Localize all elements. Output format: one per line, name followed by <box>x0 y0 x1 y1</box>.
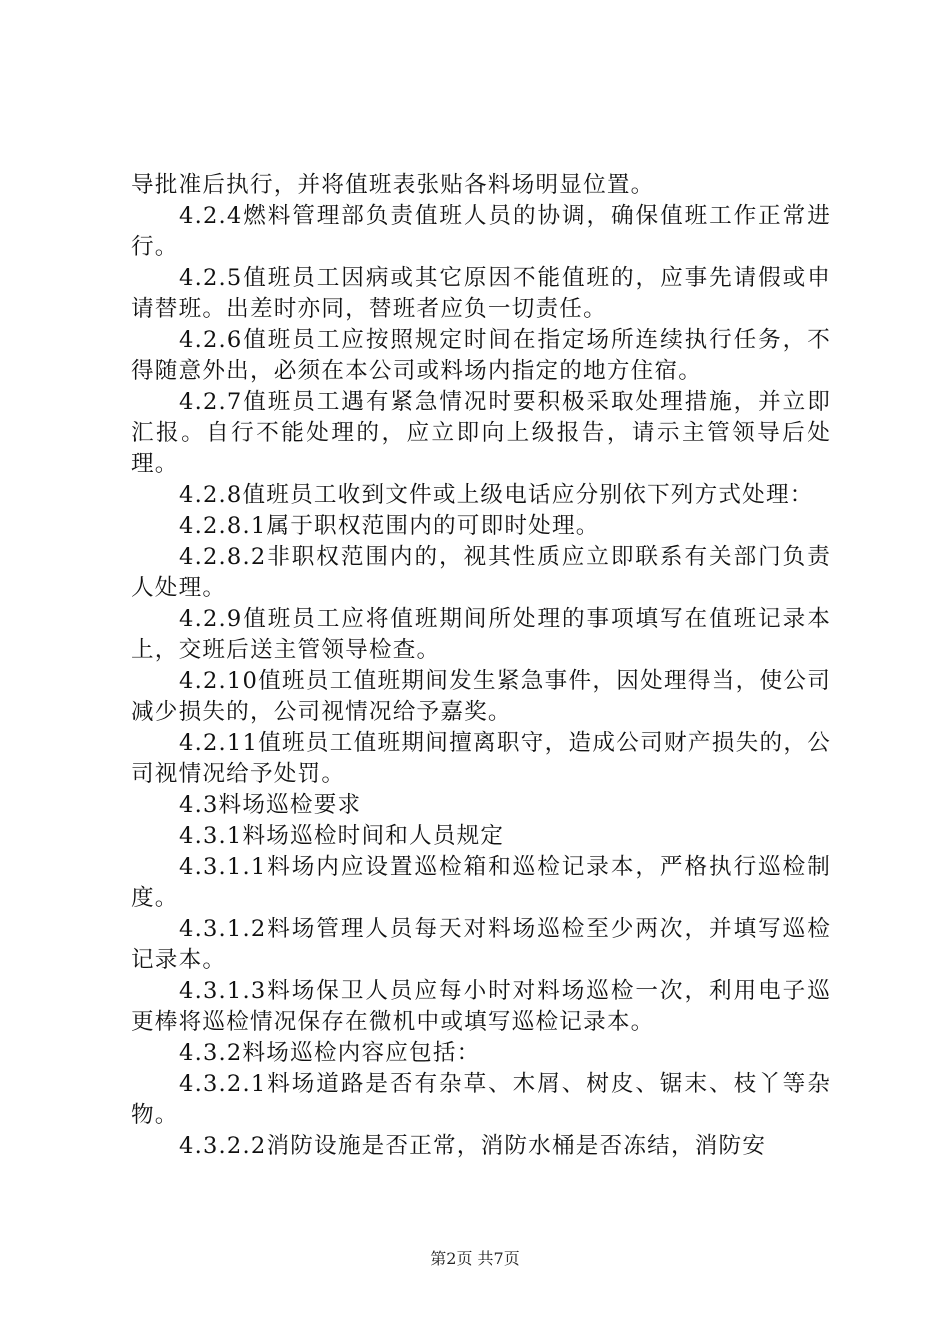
paragraph: 4.3.1.3料场保卫人员应每小时对料场巡检一次，利用电子巡更棒将巡检情况保存在微机中或填写巡检记录本。 <box>131 978 831 1035</box>
paragraph: 4.3.2料场巡检内容应包括： <box>179 1040 481 1066</box>
paragraph: 4.3.2.2消防设施是否正常，消防水桶是否冻结，消防安 <box>179 1133 767 1159</box>
paragraph: 4.2.10值班员工值班期间发生紧急事件，因处理得当，使公司减少损失的，公司视情况给予嘉奖。 <box>131 668 831 725</box>
paragraph: 4.3.1料场巡检时间和人员规定 <box>179 823 505 849</box>
paragraph: 4.2.7值班员工遇有紧急情况时要积极采取处理措施，并立即汇报。自行不能处理的，应立即向上级报告，请示主管领导后处理。 <box>131 389 831 477</box>
paragraph: 4.2.8.1属于职权范围内的可即时处理。 <box>179 513 600 539</box>
paragraph: 4.2.4燃料管理部负责值班人员的协调，确保值班工作正常进行。 <box>131 203 831 260</box>
paragraph: 4.2.8.2非职权范围内的，视其性质应立即联系有关部门负责人处理。 <box>131 544 831 601</box>
paragraph: 4.3.1.1料场内应设置巡检箱和巡检记录本，严格执行巡检制度。 <box>131 854 831 911</box>
paragraph: 4.3料场巡检要求 <box>179 792 362 818</box>
paragraph: 4.2.8值班员工收到文件或上级电话应分别依下列方式处理： <box>179 482 814 508</box>
paragraph: 4.2.5值班员工因病或其它原因不能值班的，应事先请假或申请替班。出差时亦同，替班者应负一切责任。 <box>131 265 831 322</box>
paragraph: 4.3.1.2料场管理人员每天对料场巡检至少两次，并填写巡检记录本。 <box>131 916 831 973</box>
paragraph: 4.2.11值班员工值班期间擅离职守，造成公司财产损失的，公司视情况给予处罚。 <box>131 730 831 787</box>
paragraph: 4.2.9值班员工应将值班期间所处理的事项填写在值班记录本上，交班后送主管领导检查。 <box>131 606 831 663</box>
paragraph: 4.3.2.1料场道路是否有杂草、木屑、树皮、锯末、枝丫等杂物。 <box>131 1071 831 1128</box>
paragraph: 导批准后执行，并将值班表张贴各料场明显位置。 <box>131 172 655 198</box>
document-body <box>131 170 831 1162</box>
page-footer: 第2页 共7页 <box>430 1249 520 1268</box>
paragraph: 4.2.6值班员工应按照规定时间在指定场所连续执行任务，不得随意外出，必须在本公司或料场内指定的地方住宿。 <box>131 327 831 384</box>
